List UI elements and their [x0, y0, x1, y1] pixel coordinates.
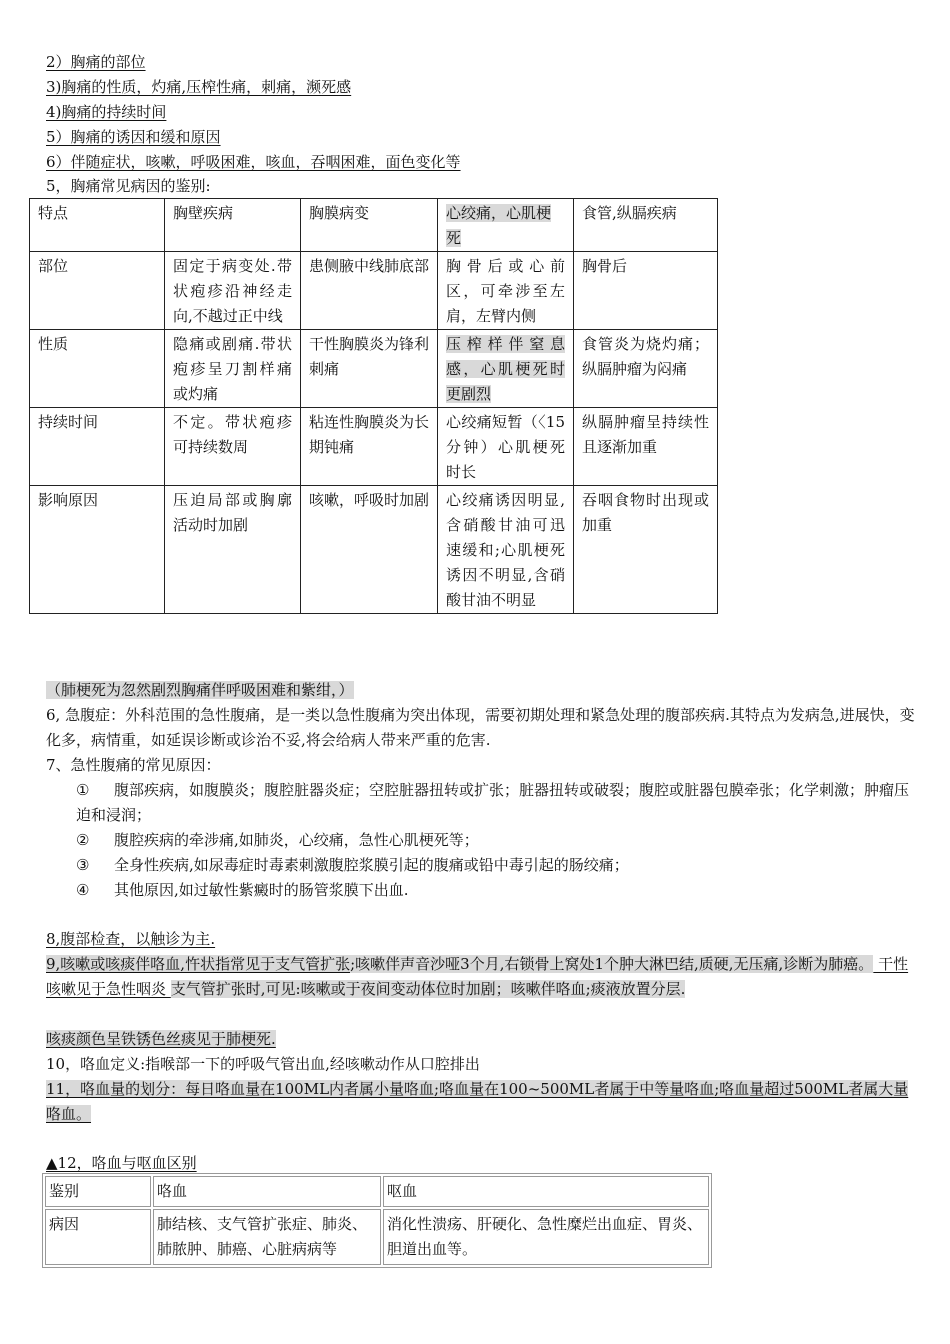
row-label: 病因 — [45, 1209, 151, 1265]
table-cell: 纵膈肿瘤呈持续性且逐渐加重 — [574, 408, 718, 486]
hemoptysis-vs-hematemesis-table — [42, 1173, 712, 1268]
item9-rust-sputum — [46, 1027, 276, 1052]
table-row — [30, 408, 718, 486]
cause-item — [76, 853, 916, 878]
cause-text: 其他原因,如过敏性紫癜时的肠管浆膜下出血. — [114, 881, 409, 899]
table-cell: 胸骨后或心前区，可牵涉至左肩，左臂内侧 — [438, 252, 574, 330]
item6-acute-abdomen: 6, 急腹症：外科范围的急性腹痛，是一类以急性腹痛为突出体现，需要初期处理和紧急处理的腹部疾病.其特点为发病急,进展快，变化多，病情重，如延误诊断或诊治不妥,将会给病人带来严重的危害. — [46, 706, 915, 749]
cause-text: 腹部疾病，如腹膜炎；腹腔脏器炎症；空腔脏器扭转或扩张；脏器扭转或破裂；腹腔或脏器包膜牵张；化学刺激；肿瘤压迫和浸润； — [76, 781, 910, 824]
table-cell-highlighted — [438, 330, 574, 408]
row-label: 部位 — [30, 252, 165, 330]
table-cell: 粘连性胸膜炎为长期钝痛 — [301, 408, 438, 486]
section5-title: 5，胸痛常见病因的鉴别: — [46, 177, 211, 195]
item10-hemoptysis-definition: 10，咯血定义:指喉部一下的呼吸气管出血,经咳嗽动作从口腔排出 — [46, 1055, 480, 1073]
table-row — [30, 330, 718, 408]
item9-part-a: 9,咳嗽或咳痰伴咯血,忤状指常见于支气管扩张 — [46, 955, 351, 973]
cause-item — [76, 878, 916, 903]
table-cell: 压迫局部或胸廓活动时加剧 — [165, 486, 301, 614]
table-row — [30, 252, 718, 330]
table-cell: 干性胸膜炎为锋利刺痛 — [301, 330, 438, 408]
item8-abdominal-exam: 8,腹部检查，以触诊为主. — [46, 930, 216, 948]
chest-pain-item-nature: 3)胸痛的性质，灼痛,压榨性痛，刺痛，濒死感 — [46, 78, 352, 96]
chest-pain-item-symptoms: 6）伴随症状，咳嗽，呼吸困难，咳血，吞咽困难，面色变化等 — [46, 153, 461, 171]
table-cell: 胸骨后 — [574, 252, 718, 330]
chest-pain-item-duration: 4)胸痛的持续时间 — [46, 103, 167, 121]
item7-title: 7、急性腹痛的常见原因： — [46, 756, 221, 774]
row-label: 影响原因 — [30, 486, 165, 614]
header-cell: 食管,纵膈疾病 — [574, 199, 718, 252]
cause-number: ④ — [76, 881, 90, 899]
table-cell: 心绞痛短暂（〈15分钟）心肌梗死时长 — [438, 408, 574, 486]
table-cell: 患侧腋中线肺底部 — [301, 252, 438, 330]
table-cell: 咳嗽，呼吸时加剧 — [301, 486, 438, 614]
header-cell: 胸膜病变 — [301, 199, 438, 252]
table-header-row — [30, 199, 718, 252]
item9-cough — [46, 952, 916, 1002]
table-row — [30, 486, 718, 614]
table-cell: 消化性溃疡、肝硬化、急性糜烂出血症、胃炎、胆道出血等。 — [383, 1209, 709, 1265]
header-cell-highlighted — [438, 199, 574, 252]
table-row — [45, 1209, 709, 1265]
infarct-note-text: （肺梗死为忽然剧烈胸痛伴呼吸困难和紫绀，） — [46, 681, 354, 699]
cause-item — [76, 778, 916, 828]
item9-part-b: ;咳嗽伴声音沙哑3个月,右锁骨上窝处1个肿大淋巴结,质硬,无压痛,诊断为肺癌。 — [350, 955, 874, 973]
row-label: 持续时间 — [30, 408, 165, 486]
item12-title: ▲12，咯血与呕血区别 — [46, 1154, 197, 1172]
cause-text: 全身性疾病,如尿毒症时毒素刺激腹腔浆膜引起的腹痛或铅中毒引起的肠绞痛； — [114, 856, 629, 874]
header-cell: 鉴别 — [45, 1176, 151, 1207]
header-highlight-text: 心绞痛，心肌梗死 — [446, 204, 552, 247]
chest-pain-item-location: 2）胸痛的部位 — [46, 53, 146, 71]
cause-number: ② — [76, 831, 90, 849]
item9-part-e: 咳痰颜色呈铁锈色丝痰见于肺梗死. — [46, 1030, 276, 1048]
cause-number: ① — [76, 781, 90, 799]
table-cell: 食管炎为烧灼痛；纵膈肿瘤为闷痛 — [574, 330, 718, 408]
item11-text: 11，咯血量的划分：每日咯血量在100ML内者属小量咯血;咯血量在100~500ML者属于中等量咯血;咯血量超过500ML者属大量咯血。 — [46, 1080, 909, 1123]
header-cell: 特点 — [30, 199, 165, 252]
table-cell: 固定于病变处.带状疱疹沿神经走向,不越过正中线 — [165, 252, 301, 330]
table-cell: 肺结核、支气管扩张症、肺炎、肺脓肿、肺癌、心脏病病等 — [153, 1209, 381, 1265]
table-cell: 隐痛或剧痛.带状疱疹呈刀割样痛或灼痛 — [165, 330, 301, 408]
item9-part-c: 干性咳嗽见于急性咽炎 — [46, 955, 909, 998]
table-cell: 不定。带状疱疹可持续数周 — [165, 408, 301, 486]
table-cell: 心绞痛诱因明显,含硝酸甘油可迅速缓和;心肌梗死诱因不明显,含硝酸甘油不明显 — [438, 486, 574, 614]
chest-pain-differential-table — [29, 198, 718, 614]
table-header-row — [45, 1176, 709, 1207]
infarct-note — [46, 678, 354, 703]
cause-number: ③ — [76, 856, 90, 874]
header-cell: 胸壁疾病 — [165, 199, 301, 252]
cause-text: 腹腔疾病的牵涉痛,如肺炎，心绞痛，急性心肌梗死等； — [114, 831, 479, 849]
cause-item — [76, 828, 916, 853]
table-cell: 吞咽食物时出现或加重 — [574, 486, 718, 614]
row-label: 性质 — [30, 330, 165, 408]
header-cell: 呕血 — [383, 1176, 709, 1207]
item9-part-d: 支气管扩张时,可见:咳嗽或于夜间变动体位时加剧；咳嗽伴咯血;痰液放置分层. — [170, 980, 686, 998]
header-cell: 咯血 — [153, 1176, 381, 1207]
item11-hemoptysis-volume — [46, 1077, 916, 1127]
chest-pain-item-triggers: 5）胸痛的诱因和缓和原因 — [46, 128, 221, 146]
cell-highlight-text: 压榨样伴窒息感，心肌梗死时更剧烈 — [446, 335, 565, 403]
